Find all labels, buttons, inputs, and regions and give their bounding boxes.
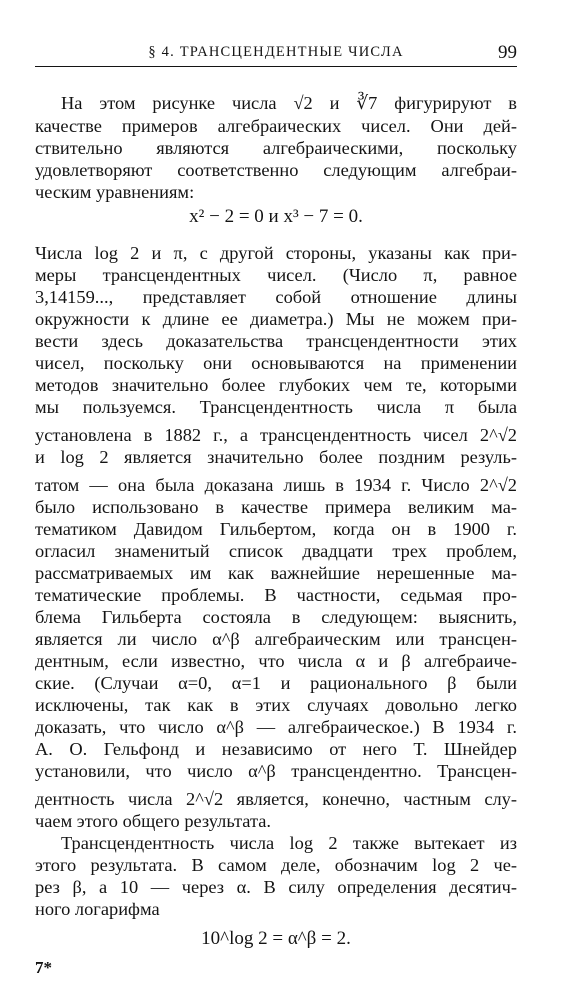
text-line: методов значительно более глубоких чем те, которыми [35,375,517,395]
text-line: рез β, а 10 — через α. В силу определения десятич- [35,877,517,897]
text-line: тематические проблемы. В частности, седьмая про- [35,585,517,605]
text-line: ного логарифма [35,899,160,919]
text-line: доказать, что число α^β — алгебраическое.) В 1934 г. [35,717,517,737]
text-line: исключены, так как в этих случаях довольно легко [35,695,517,715]
equation: x² − 2 = 0 и x³ − 7 = 0. [189,206,363,227]
text-line: установили, что число α^β трансцендентно. Трансцен- [35,761,517,781]
text-line: Числа log 2 и π, с другой стороны, указаны как при- [35,243,517,263]
equation: 10^log 2 = α^β = 2. [201,928,351,949]
text-line: огласил знаменитый список двадцати трех проблем, [35,541,517,561]
text-line: мы пользуемся. Трансцендентность числа π была [35,397,517,417]
text-line: 3,14159..., представляет собой отношение длины [35,287,517,307]
text-line: было использовано в качестве примера великим ма- [35,497,517,517]
text-line: татом — она была доказана лишь в 1934 г. Число 2^√2 [35,475,517,495]
text-line: удовлетворяют соответственно следующим алгебраи- [35,160,517,180]
text-line: тематиком Давидом Гильбертом, когда он в 1900 г. [35,519,517,539]
text-line: А. О. Гельфонд и независимо от него Т. Шнейдер [35,739,517,759]
text-line: дентность числа 2^√2 является, конечно, частным слу- [35,789,517,809]
text-line: Трансцендентность числа log 2 также вытекает из [61,833,517,853]
text-line: окружности к длине ее диаметра.) Мы не можем при- [35,309,517,329]
text-line: ские. (Случаи α=0, α=1 и рационального β были [35,673,517,693]
text-line: На этом рисунке числа √2 и ∛7 фигурируют в [61,93,517,113]
text-line: ческим уравнениям: [35,182,195,202]
text-line: чисел, поскольку они основываются на применении [35,353,517,373]
text-line: качестве примеров алгебраических чисел. Они дей- [35,116,517,136]
running-title: § 4. ТРАНСЦЕНДЕНТНЫЕ ЧИСЛА [148,44,404,60]
text-line: установлена в 1882 г., а трансцендентность чисел 2^√2 [35,425,517,445]
text-line: чаем этого общего результата. [35,811,272,831]
text-line: блема Гильберта состояла в следующем: выяснить, [35,607,517,627]
text-line: рассматриваемых им как важнейшие нерешенные ма- [35,563,517,583]
text-line: меры трансцендентных чисел. (Число π, равное [35,265,517,285]
text-line: является ли число α^β алгебраическим или трансцен- [35,629,517,649]
page-header [35,42,517,67]
text-line: вести здесь доказательства трансцендентности этих [35,331,517,351]
text-line: ствительно являются алгебраическими, поскольку [35,138,517,158]
page-number: 99 [498,42,517,63]
text-line: дентным, если известно, что числа α и β алгебраиче- [35,651,517,671]
text-line: этого результата. В самом деле, обозначим log 2 че- [35,855,517,875]
signature-mark: 7* [35,958,52,977]
text-line: и log 2 является значительно более поздним резуль- [35,447,517,467]
